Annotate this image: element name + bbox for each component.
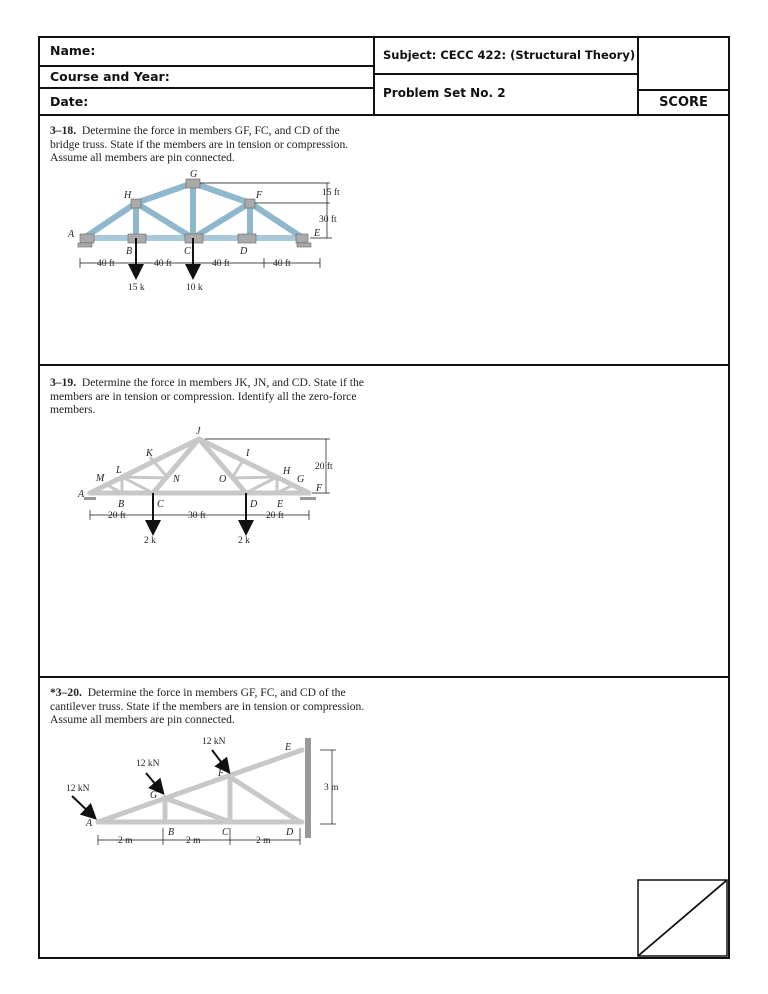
bridge-truss-figure [84,183,303,238]
joint-label: E [285,742,292,753]
joint-label: K [146,448,153,459]
joint-label: M [96,473,105,484]
joint-label: F [218,768,225,779]
joint-label: G [190,169,198,180]
dimension-label: 30 ft [319,215,337,225]
joint-label: L [116,465,122,476]
dimension-label: 40 ft [97,259,115,269]
joint-label: H [124,190,132,201]
dimension-label: 15 ft [322,188,340,198]
joint-label: D [250,499,258,510]
load-label: 12 kN [136,759,160,769]
dimension-label: 2 m [186,836,201,846]
problem-text: Determine the force in members GF, FC, and CD of the cantilever truss. State if the members are in tension or compression. Assume all members are pin connected. [50,686,365,726]
joint-label: G [297,474,305,485]
name-label: Name: [50,43,96,58]
dimension-label: 40 ft [212,259,230,269]
dimension-label: 2 m [256,836,271,846]
joint-label: C [184,246,191,257]
load-label: 12 kN [66,784,90,794]
load-label: 10 k [186,283,203,293]
joint-label: B [126,246,133,257]
subject-label: Subject: CECC 422: (Structural Theory) [383,48,636,62]
joint-label: E [314,228,321,239]
dimension-label: 30 ft [188,511,206,521]
course-label: Course and Year: [50,69,170,84]
problem-text: Determine the force in members JK, JN, and CD. State if the members are in tension or compression. Identify all the zero-force members. [50,376,364,416]
load-label: 2 k [144,536,156,546]
joint-label: O [219,474,227,485]
dimension-label: 40 ft [273,259,291,269]
score-label: SCORE [659,95,708,110]
joint-label: A [68,229,75,240]
joint-label: F [316,483,323,494]
dimension-label: 2 m [118,836,133,846]
load-label: 12 kN [202,737,226,747]
date-label: Date: [50,94,89,109]
wall [305,738,311,838]
joint-label: G [150,790,158,801]
joint-label: N [173,474,180,485]
joint-label: B [118,499,125,510]
joint-label: H [283,466,291,477]
dimension-label: 3 m [324,783,339,793]
load-label: 2 k [238,536,250,546]
joint-label: E [277,499,284,510]
problem-set-label: Problem Set No. 2 [383,86,506,100]
problem-text: Determine the force in members GF, FC, and CD of the bridge truss. State if the members are in tension or compression. Assume all members are pin connected. [50,124,349,164]
joint-label: I [246,448,250,459]
dimension-label: 20 ft [108,511,126,521]
dimension-label: 20 ft [315,462,333,472]
cantilever-truss-figure [98,750,302,822]
problem-number: 3–18. [50,124,77,137]
joint-label: A [86,818,93,829]
dimension-label: 40 ft [154,259,172,269]
joint-label: D [286,827,294,838]
joint-label: J [196,426,201,437]
load-label: 15 k [128,283,145,293]
joint-label: C [222,827,229,838]
joint-label: C [157,499,164,510]
dimension-label: 20 ft [266,511,284,521]
problem-number: 3–19. [50,376,77,389]
joint-label: F [256,190,263,201]
joint-label: A [78,489,85,500]
joint-label: D [240,246,248,257]
problem-number: *3–20. [50,686,82,699]
joint-label: B [168,827,175,838]
folded-corner-box [638,880,727,956]
